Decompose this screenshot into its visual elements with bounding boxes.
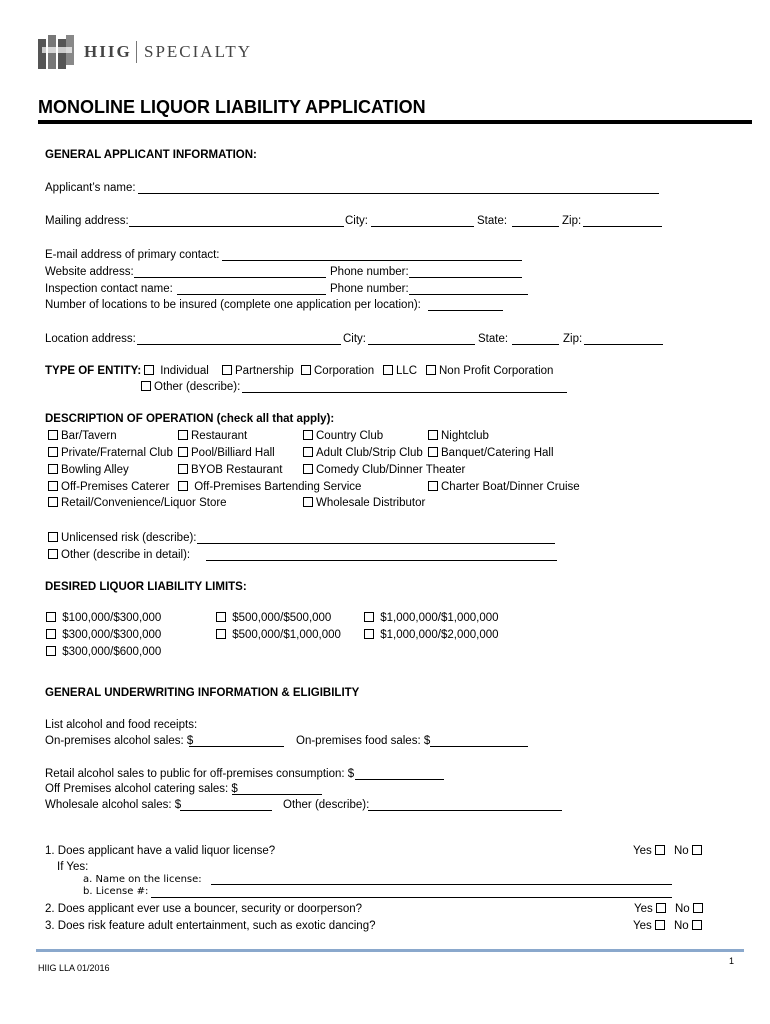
other-sales-field[interactable] (368, 799, 562, 811)
on-food-field[interactable] (430, 735, 528, 747)
op-byob-restaurant[interactable]: BYOB Restaurant (178, 463, 282, 477)
checkbox[interactable] (141, 381, 151, 391)
catering-field[interactable] (232, 783, 322, 795)
checkbox[interactable] (48, 497, 58, 507)
op-private-club[interactable]: Private/Fraternal Club (48, 446, 173, 460)
checkbox[interactable] (46, 629, 56, 639)
checkbox[interactable] (303, 430, 313, 440)
checkbox[interactable] (364, 629, 374, 639)
logo-divider (136, 41, 137, 63)
checkbox[interactable] (364, 612, 374, 622)
checkbox[interactable] (655, 845, 665, 855)
location-state-field[interactable] (512, 333, 559, 345)
city-field[interactable] (371, 215, 474, 227)
city-label: City: (345, 215, 368, 227)
unlicensed-field[interactable] (197, 532, 555, 544)
mailing-address-field[interactable] (129, 215, 344, 227)
limit-option[interactable]: $300,000/$600,000 (46, 645, 161, 659)
checkbox[interactable] (48, 549, 58, 559)
license-name-label: a. Name on the license: (83, 874, 202, 885)
phone-label: Phone number: (330, 266, 409, 278)
checkbox[interactable] (48, 532, 58, 542)
checkbox[interactable] (426, 365, 436, 375)
question-3: 3. Does risk feature adult entertainment, such as exotic dancing? (45, 920, 376, 932)
unlicensed-risk[interactable]: Unlicensed risk (describe): (48, 531, 197, 545)
checkbox[interactable] (46, 646, 56, 656)
checkbox[interactable] (178, 481, 188, 491)
entity-label: TYPE OF ENTITY: (45, 365, 142, 377)
license-number-label: b. License #: (83, 886, 149, 897)
limit-option[interactable]: $1,000,000/$2,000,000 (364, 628, 499, 642)
op-nightclub[interactable]: Nightclub (428, 429, 489, 443)
op-country-club[interactable]: Country Club (303, 429, 383, 443)
checkbox[interactable] (216, 612, 226, 622)
location-zip-label: Zip: (563, 333, 583, 345)
hiig-logo-icon (36, 33, 76, 73)
checkbox[interactable] (655, 920, 665, 930)
location-state-label: State: (478, 333, 509, 345)
email-field[interactable] (222, 249, 522, 261)
on-food-label: On-premises food sales: $ (296, 735, 431, 747)
location-address-field[interactable] (137, 333, 341, 345)
op-banquet-hall[interactable]: Banquet/Catering Hall (428, 446, 554, 460)
other-operation[interactable]: Other (describe in detail): (48, 548, 190, 562)
operation-row (48, 480, 648, 494)
operation-row (48, 446, 648, 460)
title-rule (38, 120, 752, 124)
num-locations-field[interactable] (428, 299, 503, 311)
op-bar-tavern[interactable]: Bar/Tavern (48, 429, 117, 443)
inspection-contact-field[interactable] (177, 283, 326, 295)
checkbox[interactable] (46, 612, 56, 622)
location-zip-field[interactable] (584, 333, 663, 345)
entity-option-partnership[interactable]: Partnership (222, 364, 294, 378)
op-adult-club[interactable]: Adult Club/Strip Club (303, 446, 423, 460)
limit-option[interactable]: $500,000/$500,000 (216, 611, 331, 625)
zip-label: Zip: (562, 215, 582, 227)
entity-option-corporation[interactable]: Corporation (301, 364, 374, 378)
other-operation-field[interactable] (206, 549, 557, 561)
q3-no[interactable]: No (674, 919, 705, 933)
q2-yes[interactable]: Yes (634, 902, 669, 916)
op-bowling-alley[interactable]: Bowling Alley (48, 463, 129, 477)
if-yes-label: If Yes: (57, 861, 89, 873)
form-code: HIIG LLA 01/2016 (38, 963, 110, 973)
checkbox[interactable] (428, 481, 438, 491)
operation-heading: DESCRIPTION OF OPERATION (check all that apply): (45, 413, 335, 425)
receipts-label: List alcohol and food receipts: (45, 719, 198, 731)
license-number-field[interactable] (151, 886, 672, 898)
location-city-field[interactable] (368, 333, 475, 345)
general-heading: GENERAL APPLICANT INFORMATION: (45, 149, 257, 161)
checkbox[interactable] (178, 464, 188, 474)
retail-label: Retail alcohol sales to public for off-premises consumption: $ (45, 768, 355, 780)
other-sales-label: Other (describe): (283, 799, 370, 811)
operation-row (48, 496, 648, 510)
checkbox[interactable] (48, 464, 58, 474)
checkbox[interactable] (178, 430, 188, 440)
limit-option[interactable]: $1,000,000/$1,000,000 (364, 611, 499, 625)
limit-option[interactable]: $500,000/$1,000,000 (216, 628, 341, 642)
retail-field[interactable] (355, 768, 444, 780)
op-wholesale[interactable]: Wholesale Distributor (303, 496, 425, 510)
phone-field[interactable] (409, 266, 522, 278)
logo (36, 33, 276, 73)
question-1: 1. Does applicant have a valid liquor license? (45, 845, 276, 857)
wholesale-field[interactable] (180, 799, 272, 811)
mailing-address-label: Mailing address: (45, 215, 129, 227)
checkbox[interactable] (301, 365, 311, 375)
checkbox[interactable] (428, 447, 438, 457)
checkbox[interactable] (178, 447, 188, 457)
state-label: State: (477, 215, 508, 227)
checkbox[interactable] (656, 903, 666, 913)
checkbox[interactable] (48, 481, 58, 491)
wholesale-label: Wholesale alcohol sales: $ (45, 799, 182, 811)
op-retail-store[interactable]: Retail/Convenience/Liquor Store (48, 496, 227, 510)
brand-name: HIIG (84, 42, 132, 61)
q1-no[interactable]: No (674, 844, 705, 858)
license-name-field[interactable] (211, 873, 672, 885)
checkbox[interactable] (428, 430, 438, 440)
location-city-label: City: (343, 333, 366, 345)
op-pool-hall[interactable]: Pool/Billiard Hall (178, 446, 275, 460)
limit-option[interactable]: $100,000/$300,000 (46, 611, 161, 625)
q2-no[interactable]: No (675, 902, 706, 916)
inspection-phone-field[interactable] (409, 283, 528, 295)
num-locations-label: Number of locations to be insured (complete one application per location): (45, 299, 421, 311)
limits-heading: DESIRED LIQUOR LIABILITY LIMITS: (45, 581, 247, 593)
page-number: 1 (729, 956, 735, 966)
website-field[interactable] (134, 266, 326, 278)
limit-option[interactable]: $300,000/$300,000 (46, 628, 161, 642)
on-alcohol-label: On-premises alcohol sales: $ (45, 735, 194, 747)
on-alcohol-field[interactable] (189, 735, 284, 747)
underwriting-heading: GENERAL UNDERWRITING INFORMATION & ELIGIBILITY (45, 687, 360, 699)
checkbox[interactable] (216, 629, 226, 639)
brand-division: SPECIALTY (144, 42, 253, 61)
entity-other-field[interactable] (242, 381, 567, 393)
location-address-label: Location address: (45, 333, 136, 345)
applicant-name-field[interactable] (138, 182, 659, 194)
inspection-phone-label: Phone number: (330, 283, 409, 295)
entity-option-individual[interactable]: Individual (144, 364, 209, 378)
checkbox[interactable] (48, 447, 58, 457)
checkbox[interactable] (692, 845, 702, 855)
applicant-name-label: Applicant’s name: (45, 182, 136, 194)
checkbox[interactable] (303, 464, 313, 474)
website-label: Website address: (45, 266, 134, 278)
operation-row (48, 463, 648, 477)
zip-field[interactable] (583, 215, 662, 227)
question-2: 2. Does applicant ever use a bouncer, security or doorperson? (45, 903, 363, 915)
op-restaurant[interactable]: Restaurant (178, 429, 247, 443)
q3-yes[interactable]: Yes (633, 919, 668, 933)
op-comedy-club[interactable]: Comedy Club/Dinner Theater (303, 463, 465, 477)
page-title: MONOLINE LIQUOR LIABILITY APPLICATION (38, 97, 426, 117)
operation-row (48, 429, 648, 443)
email-label: E-mail address of primary contact: (45, 249, 220, 261)
checkbox[interactable] (383, 365, 393, 375)
checkbox[interactable] (692, 920, 702, 930)
checkbox[interactable] (303, 447, 313, 457)
checkbox[interactable] (222, 365, 232, 375)
entity-option-other[interactable]: Other (describe): (141, 380, 240, 394)
q1-yes[interactable]: Yes (633, 844, 668, 858)
entity-option-llc[interactable]: LLC (383, 364, 417, 378)
state-field[interactable] (512, 215, 559, 227)
entity-option-nonprofit[interactable]: Non Profit Corporation (426, 364, 553, 378)
checkbox[interactable] (693, 903, 703, 913)
catering-label: Off Premises alcohol catering sales: $ (45, 783, 238, 795)
op-bartending-service[interactable]: Off-Premises Bartending Service (178, 480, 361, 494)
op-charter-boat[interactable]: Charter Boat/Dinner Cruise (428, 480, 580, 494)
op-offpremises-caterer[interactable]: Off-Premises Caterer (48, 480, 169, 494)
checkbox[interactable] (144, 365, 154, 375)
inspection-contact-label: Inspection contact name: (45, 283, 173, 295)
checkbox[interactable] (48, 430, 58, 440)
checkbox[interactable] (303, 497, 313, 507)
footer-rule (36, 949, 744, 952)
